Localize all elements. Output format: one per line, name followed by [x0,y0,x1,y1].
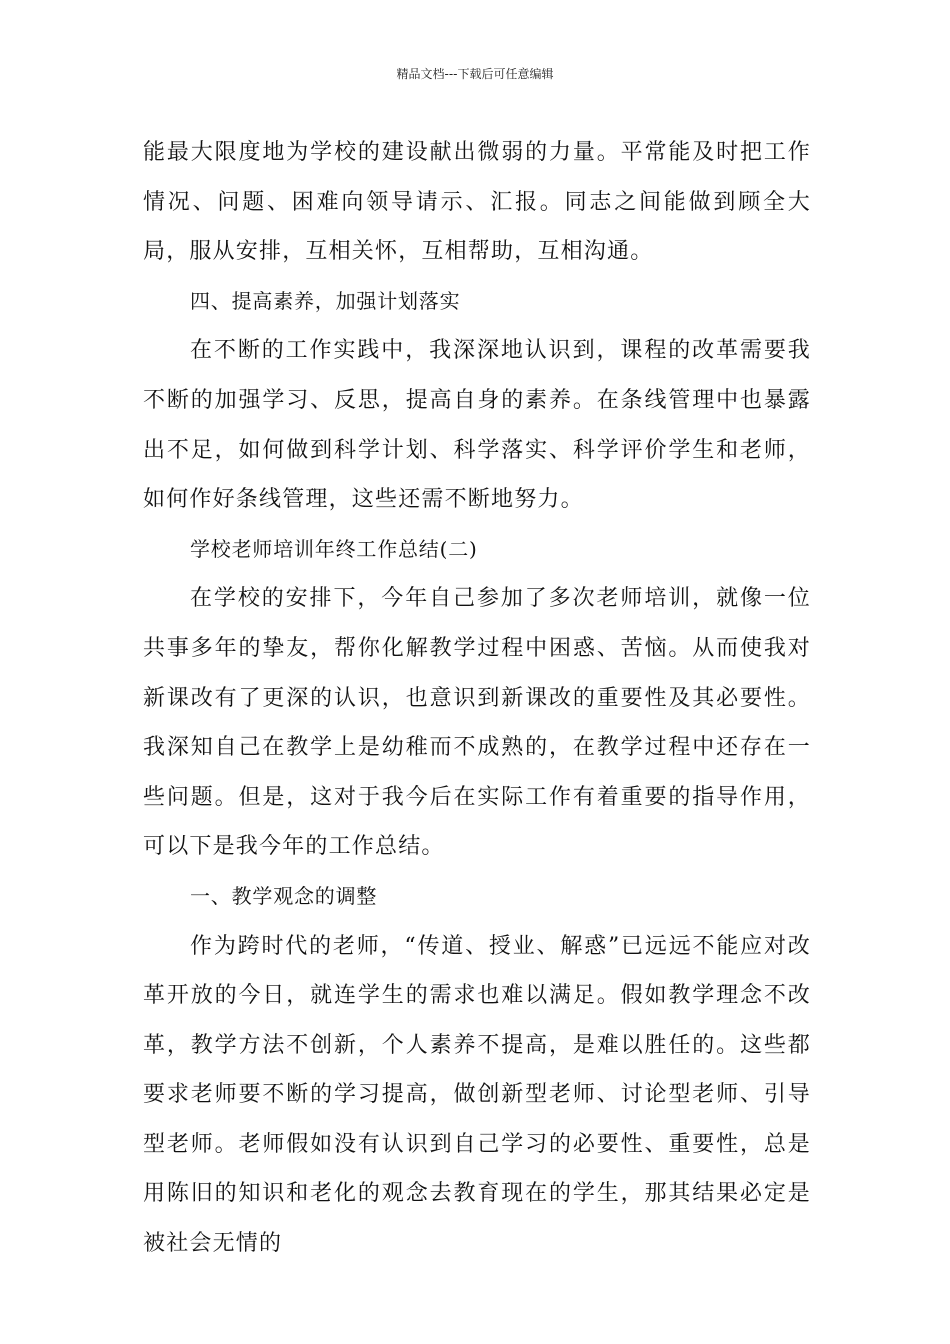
paragraph-training: 在学校的安排下，今年自己参加了多次老师培训，就像一位共事多年的挚友，帮你化解教学过程中困惑、苦恼。从而使我对新课改有了更深的认识，也意识到新课改的重要性及其必要性。我深知自己在教学上是幼稚而不成熟的，在教学过程中还存在一些问题。但是，这对于我今后在实际工作有着重要的指导作用，可以下是我今年的工作总结。 [143,586,811,860]
page-header: 精品文档---下载后可任意编辑 [396,67,554,81]
document-body [143,128,811,1269]
paragraph-teaching-concept: 作为跨时代的老师，“传道、授业、解惑”已远远不能应对改革开放的今日，就连学生的需求也难以满足。假如教学理念不改革，教学方法不创新，个人素养不提高，是难以胜任的。这些都要求老师要不断的学习提高，做创新型老师、讨论型老师、引导型老师。老师假如没有认识到自己学习的必要性、重要性，总是用陈旧的知识和老化的观念去教育现在的学生，那其结果必定是被社会无情的 [143,933,811,1257]
section-heading-four: 四、提高素养，加强计划落实 [190,288,461,313]
section-heading-one: 一、教学观念的调整 [190,883,378,908]
paragraph-practice: 在不断的工作实践中，我深深地认识到，课程的改革需要我不断的加强学习、反思，提高自身的素养。在条线管理中也暴露出不足，如何做到科学计划、科学落实、科学评价学生和老师，如何作好条线管理，这些还需不断地努力。 [143,338,811,513]
document-subtitle: 学校老师培训年终工作总结(二) [190,536,478,561]
paragraph-continued: 能最大限度地为学校的建设献出微弱的力量。平常能及时把工作情况、问题、困难向领导请示、汇报。同志之间能做到顾全大局，服从安排，互相关怀，互相帮助，互相沟通。 [143,140,811,265]
